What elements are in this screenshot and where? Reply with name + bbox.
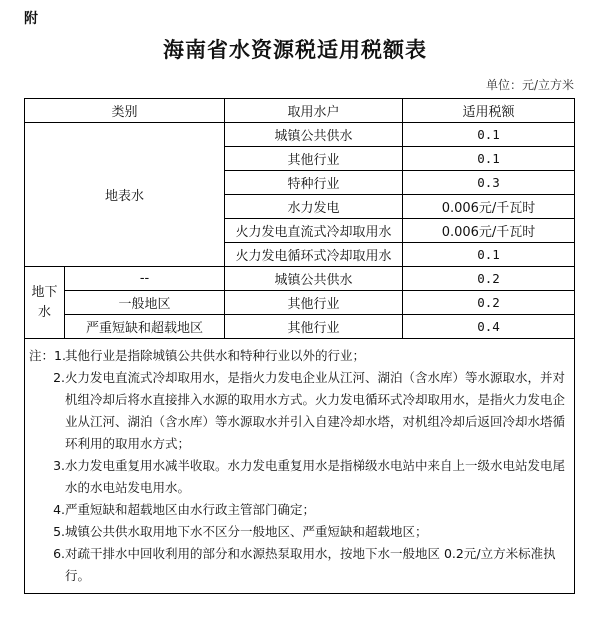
- water-user-cell: 其他行业: [225, 291, 403, 315]
- water-user-cell: 火力发电直流式冷却取用水: [225, 219, 403, 243]
- water-user-cell: 火力发电循环式冷却取用水: [225, 243, 403, 267]
- note-item: [29, 345, 566, 367]
- tax-rate-cell: 0.006元/千瓦时: [403, 195, 575, 219]
- category-groundwater: [25, 267, 65, 339]
- note-number: 6.: [53, 546, 65, 561]
- note-item: [29, 543, 566, 587]
- notes-row: [25, 339, 575, 594]
- tax-rate-cell: 0.1: [403, 123, 575, 147]
- note-number: 注：1.: [29, 348, 66, 363]
- note-item: [29, 499, 566, 521]
- table-row: [25, 123, 575, 147]
- note-number: 2.: [53, 370, 65, 385]
- header-tax-rate: 适用税额: [403, 99, 575, 123]
- note-text: 其他行业是指除城镇公共供水和特种行业以外的行业；: [65, 348, 366, 363]
- tax-rate-cell: 0.2: [403, 291, 575, 315]
- note-item: [29, 455, 566, 499]
- header-water-user: 取用水户: [225, 99, 403, 123]
- region-cell: --: [65, 267, 225, 291]
- table-row: [25, 291, 575, 315]
- note-text: 严重短缺和超载地区由水行政主管部门确定；: [65, 502, 316, 517]
- table-row: [25, 315, 575, 339]
- unit-label: 单位：元/立方米: [485, 78, 574, 92]
- note-text: 对疏干排水中回收利用的部分和水源热泵取用水，按地下水一般地区 0.2元/立方米标准执行。: [65, 546, 556, 583]
- tax-rate-cell: 0.4: [403, 315, 575, 339]
- notes-cell: [25, 339, 575, 594]
- groundwater-label-line1: 地下: [31, 284, 58, 300]
- water-user-cell: 城镇公共供水: [225, 123, 403, 147]
- note-number: 4.: [53, 502, 65, 517]
- table-row: [25, 267, 575, 291]
- note-text: 水力发电重复用水减半收取。水力发电重复用水是指梯级水电站中来自上一级水电站发电尾水的水电站发电用水。: [65, 458, 566, 495]
- header-category: 类别: [25, 99, 225, 123]
- note-number: 3.: [53, 458, 65, 473]
- water-user-cell: 其他行业: [225, 147, 403, 171]
- tax-rate-cell: 0.1: [403, 243, 575, 267]
- tax-rate-table: [24, 98, 575, 594]
- water-user-cell: 水力发电: [225, 195, 403, 219]
- tax-rate-cell: 0.006元/千瓦时: [403, 219, 575, 243]
- attachment-label: 附: [24, 11, 38, 27]
- groundwater-label-line2: 水: [37, 304, 51, 320]
- note-number: 5.: [53, 524, 65, 539]
- tax-rate-cell: 0.3: [403, 171, 575, 195]
- note-item: [29, 521, 566, 543]
- tax-rate-cell: 0.1: [403, 147, 575, 171]
- tax-rate-cell: 0.2: [403, 267, 575, 291]
- water-user-cell: 其他行业: [225, 315, 403, 339]
- water-user-cell: 城镇公共供水: [225, 267, 403, 291]
- category-surface-water: 地表水: [25, 123, 225, 267]
- note-text: 火力发电直流式冷却取用水，是指火力发电企业从江河、湖泊（含水库）等水源取水，并对机组冷却后将水直接排入水源的取用水方式。火力发电循环式冷却取用水，是指火力发电企业从江河、湖泊（含水库）等水源取水并引入自建冷却水塔，对机组冷却后返回冷却水塔循环利用的取用水方式；: [65, 370, 566, 451]
- note-item: [29, 367, 566, 455]
- page-title: 海南省水资源税适用税额表: [163, 38, 427, 62]
- region-cell: 严重短缺和超载地区: [65, 315, 225, 339]
- water-user-cell: 特种行业: [225, 171, 403, 195]
- note-text: 城镇公共供水取用地下水不区分一般地区、严重短缺和超载地区；: [65, 524, 428, 539]
- table-header-row: [25, 99, 575, 123]
- region-cell: 一般地区: [65, 291, 225, 315]
